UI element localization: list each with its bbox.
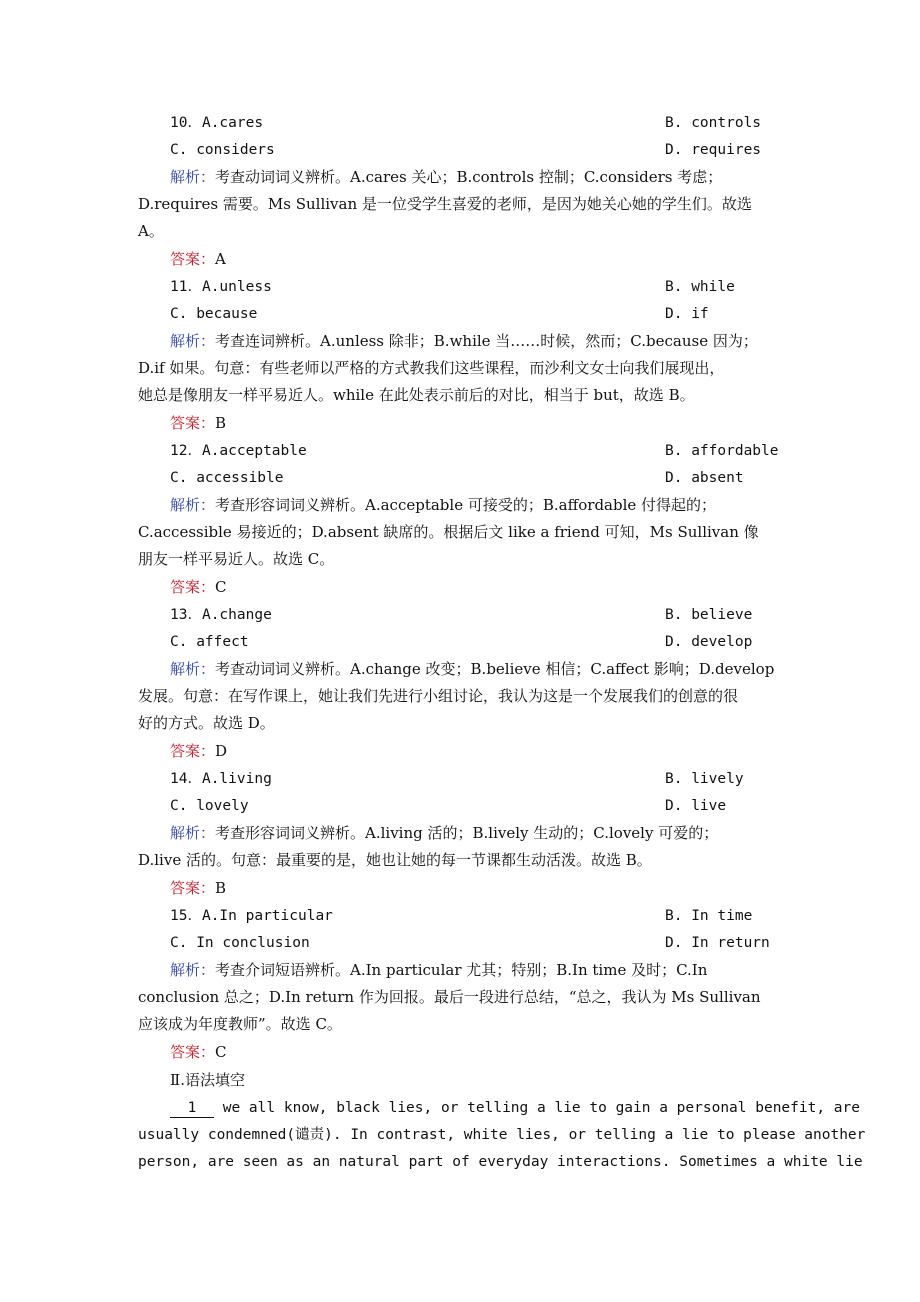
- question-13-options-row-1: [170, 605, 753, 625]
- analysis-line: 发展。句意：在写作课上，她让我们先进行小组讨论，我认为这是一个发展我们的创意的很: [138, 687, 739, 705]
- answer-label: 答案：: [170, 879, 216, 897]
- answer-value: D: [215, 742, 228, 760]
- question-13-options-row-2: [170, 632, 753, 652]
- analysis-text: 考查形容词词义辨析。A.living 活的；B.lively 生动的；C.lovely 可爱的；: [215, 824, 719, 842]
- option-c: C. accessible: [170, 470, 284, 486]
- question-12-options-row-1: [170, 441, 779, 461]
- analysis-text: 考查形容词词义辨析。A.acceptable 可接受的；B.affordable 付得起的；: [215, 496, 717, 514]
- option-d: D. live: [665, 798, 727, 814]
- passage-line: usually condemned(谴责). In contrast, white lies, or telling a lie to please another: [138, 1127, 866, 1143]
- question-number: 10．: [170, 115, 202, 131]
- answer-value: B: [215, 879, 227, 897]
- analysis-text: 考查动词词义辨析。A.cares 关心；B.controls 控制；C.considers 考虑；: [215, 168, 723, 186]
- blank-1[interactable]: 1: [170, 1100, 214, 1118]
- answer-line: [170, 741, 227, 761]
- question-10-options-row-1: [170, 113, 762, 133]
- analysis-line: A。: [138, 222, 164, 240]
- option-a: A.unless: [201, 279, 272, 295]
- answer-value: C: [215, 1043, 227, 1061]
- passage-line: [170, 1098, 860, 1118]
- analysis-label: 解析：: [170, 168, 216, 186]
- analysis-line: D.requires 需要。Ms Sullivan 是一位受学生喜爱的老师，是因为她关心她的学生们。故选: [138, 195, 752, 213]
- answer-value: C: [215, 578, 227, 596]
- analysis-line: D.if 如果。句意：有些老师以严格的方式教我们这些课程，而沙利文女士向我们展现出，: [138, 359, 725, 377]
- option-a: A.acceptable: [201, 443, 307, 459]
- option-c: C. affect: [170, 634, 249, 650]
- analysis-line: 应该成为年度教师”。故选 C。: [138, 1015, 342, 1033]
- answer-line: [170, 878, 226, 898]
- answer-label: 答案：: [170, 1043, 216, 1061]
- answer-line: [170, 413, 226, 433]
- analysis-line: 朋友一样平易近人。故选 C。: [138, 550, 335, 568]
- analysis-label: 解析：: [170, 332, 216, 350]
- answer-line: [170, 577, 227, 597]
- analysis-line: conclusion 总之；D.In return 作为回报。最后一段进行总结，“总之，我认为 Ms Sullivan: [138, 988, 761, 1006]
- option-c: C. because: [170, 306, 258, 322]
- option-c: C. In conclusion: [170, 935, 310, 951]
- analysis-label: 解析：: [170, 824, 216, 842]
- analysis-text: 考查动词词义辨析。A.change 改变；B.believe 相信；C.affect 影响；D.develop: [215, 660, 775, 678]
- option-a: A.change: [201, 607, 272, 623]
- option-a: A.living: [201, 771, 272, 787]
- question-number: 14．: [170, 771, 202, 787]
- option-c: C. lovely: [170, 798, 249, 814]
- option-d: D. In return: [665, 935, 770, 951]
- option-a: A.cares: [201, 115, 264, 131]
- analysis-line: C.accessible 易接近的；D.absent 缺席的。根据后文 like a friend 可知，Ms Sullivan 像: [138, 523, 759, 541]
- question-number: 11．: [170, 279, 202, 295]
- question-11-options-row-1: [170, 277, 735, 297]
- option-a: A.In particular: [201, 908, 333, 924]
- option-d: D. absent: [665, 470, 744, 486]
- analysis-line: [170, 659, 774, 679]
- option-b: B. In time: [665, 908, 753, 924]
- answer-value: B: [215, 414, 227, 432]
- answer-label: 答案：: [170, 250, 216, 268]
- option-b: B. while: [665, 279, 735, 295]
- analysis-line: [170, 823, 718, 843]
- answer-value: A: [215, 250, 226, 268]
- option-b: B. affordable: [665, 443, 779, 459]
- option-d: D. develop: [665, 634, 753, 650]
- option-b: B. controls: [665, 115, 762, 131]
- analysis-label: 解析：: [170, 961, 216, 979]
- option-b: B. believe: [665, 607, 753, 623]
- option-d: D. requires: [665, 142, 762, 158]
- analysis-line: 好的方式。故选 D。: [138, 714, 275, 732]
- option-b: B. lively: [665, 771, 744, 787]
- analysis-line: D.live 活的。句意：最重要的是，她也让她的每一节课都生动活泼。故选 B。: [138, 851, 652, 869]
- passage-line: person, are seen as an natural part of everyday interactions. Sometimes a white lie: [138, 1154, 863, 1170]
- analysis-line: [170, 167, 722, 187]
- answer-line: [170, 249, 226, 269]
- analysis-text: 考查介词短语辨析。A.In particular 尤其；特别；B.In time 及时；C.In: [215, 961, 708, 979]
- question-15-options-row-2: [170, 933, 770, 953]
- question-14-options-row-1: [170, 769, 744, 789]
- option-d: D. if: [665, 306, 709, 322]
- question-14-options-row-2: [170, 796, 727, 816]
- analysis-text: 考查连词辨析。A.unless 除非；B.while 当……时候，然而；C.because 因为；: [215, 332, 758, 350]
- answer-line: [170, 1042, 227, 1062]
- question-15-options-row-1: [170, 906, 753, 926]
- question-number: 13．: [170, 607, 202, 623]
- question-12-options-row-2: [170, 468, 744, 488]
- question-11-options-row-2: [170, 304, 709, 324]
- answer-label: 答案：: [170, 742, 216, 760]
- analysis-label: 解析：: [170, 496, 216, 514]
- answer-label: 答案：: [170, 414, 216, 432]
- option-c: C. considers: [170, 142, 275, 158]
- analysis-line: [170, 495, 716, 515]
- analysis-line: [170, 331, 758, 351]
- section-title: Ⅱ.语法填空: [170, 1071, 245, 1089]
- analysis-label: 解析：: [170, 660, 216, 678]
- passage-text: we all know, black lies, or telling a lie to gain a personal benefit, are: [214, 1100, 861, 1116]
- question-number: 15．: [170, 908, 202, 924]
- question-number: 12．: [170, 443, 202, 459]
- question-10-options-row-2: [170, 140, 762, 160]
- analysis-line: [170, 960, 707, 980]
- analysis-line: 她总是像朋友一样平易近人。while 在此处表示前后的对比，相当于 but，故选 B。: [138, 386, 695, 404]
- answer-label: 答案：: [170, 578, 216, 596]
